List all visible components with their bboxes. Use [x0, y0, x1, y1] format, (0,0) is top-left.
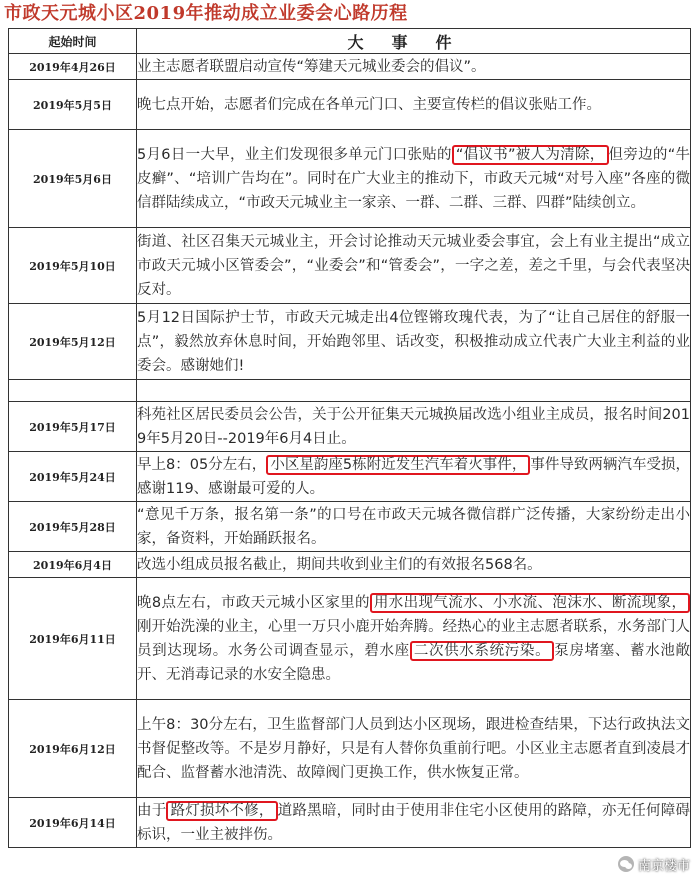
event-text: 改选小组成员报名截止，期间共收到业主们的有效报名568名。: [137, 556, 542, 573]
event-description: [137, 502, 691, 552]
table-row: [9, 380, 691, 402]
event-date: 2019年4月26日: [9, 54, 137, 80]
watermark: [618, 853, 690, 875]
table-row: [9, 552, 691, 578]
event-date: 2019年5月24日: [9, 452, 137, 502]
event-text: 晚8点左右，市政天元城小区家里的: [137, 594, 370, 611]
highlighted-text: 小区星韵座5栋附近发生汽车着火事件，: [266, 455, 530, 475]
event-description: [137, 80, 691, 130]
event-text: 刚开始洗澡的业主，心里一万只小鹿开始奔腾。经热心的业主志愿者联系，水务部门人员到达现场。水务公司调查显示，碧水座: [137, 618, 690, 659]
table-row: [9, 54, 691, 80]
event-description: [137, 380, 691, 402]
event-text: 上午8：30分左右，卫生监督部门人员到达小区现场，跟进检查结果，下达行政执法文书督促整改等。不是岁月静好，只是有人替你负重前行吧。小区业主志愿者直到凌晨才配合、监督蓄水池清洗、故障阀门更换工作，供水恢复正常。: [137, 716, 690, 781]
event-date: 2019年5月12日: [9, 304, 137, 380]
table-row: [9, 402, 691, 452]
event-date: 2019年5月17日: [9, 402, 137, 452]
event-description: [137, 304, 691, 380]
event-description: [137, 552, 691, 578]
event-date: 2019年6月11日: [9, 578, 137, 700]
table-row: [9, 452, 691, 502]
event-date: [9, 380, 137, 402]
table-row: [9, 130, 691, 228]
event-date: 2019年5月5日: [9, 80, 137, 130]
event-text: 科苑社区居民委员会公告，关于公开征集天元城换届改选小组业主成员，报名时间2019年5月20日--2019年6月4日止。: [137, 406, 690, 447]
event-description: [137, 54, 691, 80]
table-row: [9, 80, 691, 130]
event-text: 街道、社区召集天元城业主，开会讨论推动天元城业委会事宜，会上有业主提出“成立市政天元城小区管委会”，“业委会”和“管委会”，一字之差，差之千里，与会代表坚决反对。: [137, 233, 690, 298]
event-date: 2019年6月4日: [9, 552, 137, 578]
highlighted-text: 二次供水系统污染。: [410, 641, 554, 661]
event-date: 2019年6月14日: [9, 798, 137, 848]
wechat-icon: [618, 856, 634, 872]
event-description: [137, 700, 691, 798]
event-text: “意见千万条，报名第一条”的口号在市政天元城各微信群广泛传播，大家纷纷走出小家，备资料，开始踊跃报名。: [137, 506, 690, 547]
event-date: 2019年5月6日: [9, 130, 137, 228]
event-description: [137, 130, 691, 228]
event-text: 事件导致两辆汽车受损，感谢119、感谢最可爱的人。: [137, 456, 690, 497]
table-header-row: [9, 29, 691, 54]
event-text: 5月6日一大早，业主们发现很多单元门口张贴的: [137, 146, 452, 163]
timeline-table: [8, 28, 691, 848]
highlighted-text: 用水出现气流水、小水流、泡沫水、断流现象，: [370, 593, 690, 613]
event-date: 2019年6月12日: [9, 700, 137, 798]
event-text: 道路黑暗，同时由于使用非住宅小区使用的路障，亦无任何障碍标识，一业主被拌伤。: [137, 802, 691, 843]
event-description: [137, 402, 691, 452]
highlighted-text: 路灯损坏不修，: [166, 801, 277, 821]
event-text: 泵房堵塞、蓄水池敞开、无消毒记录的水安全隐患。: [137, 642, 691, 683]
event-text: 但旁边的“牛皮癣”、“培训广告均在”。同时在广大业主的推动下，市政天元城“对号入座”各座的微信群陆续成立，“市政天元城业主一家亲、一群、二群、三群、四群”陆续创立。: [137, 146, 691, 211]
table-row: [9, 228, 691, 304]
table-row: [9, 578, 691, 700]
table-row: [9, 304, 691, 380]
event-text: 5月12日国际护士节，市政天元城走出4位铿锵玫瑰代表，为了“让自己居住的舒服一点”，毅然放弃休息时间，开始跑邻里、话改变，积极推动成立代表广大业主利益的业委会。感谢她们!: [137, 309, 690, 374]
event-date: 2019年5月28日: [9, 502, 137, 552]
header-date: 起始时间: [9, 29, 137, 54]
header-event: 大事件: [137, 29, 691, 54]
event-text: 晚七点开始，志愿者们完成在各单元门口、主要宣传栏的倡议张贴工作。: [137, 96, 601, 113]
event-date: 2019年5月10日: [9, 228, 137, 304]
highlighted-text: “倡议书”被人为清除，: [452, 145, 609, 165]
page-title: 市政天元城小区2019年推动成立业委会心路历程: [4, 3, 408, 24]
event-text: 早上8：05分左右，: [137, 456, 267, 473]
event-text: 由于: [137, 802, 167, 819]
event-text: 业主志愿者联盟启动宣传“筹建天元城业委会的倡议”。: [137, 58, 486, 75]
event-description: [137, 578, 691, 700]
event-description: [137, 452, 691, 502]
table-row: [9, 502, 691, 552]
table-row: [9, 700, 691, 798]
event-description: [137, 228, 691, 304]
watermark-text: 南京楼市: [637, 858, 690, 874]
table-row: [9, 798, 691, 848]
event-description: [137, 798, 691, 848]
